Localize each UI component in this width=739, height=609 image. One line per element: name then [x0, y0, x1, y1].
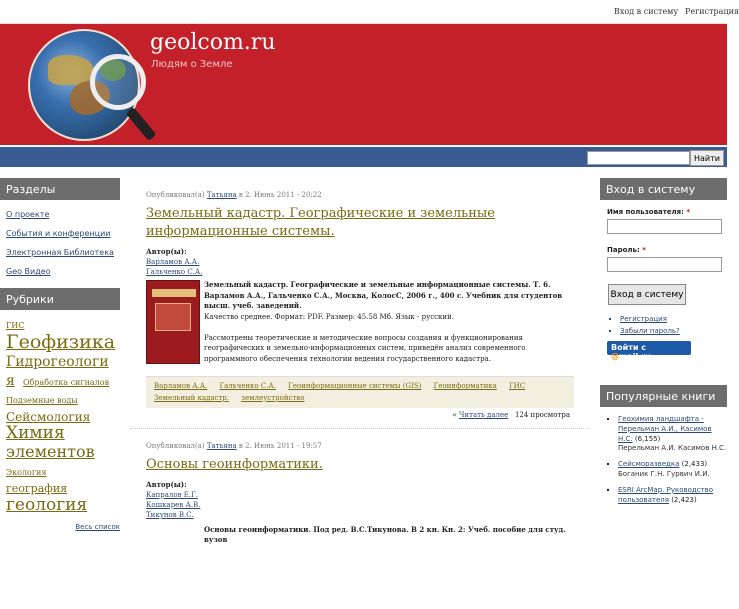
tag-cloud-link[interactable]: я: [6, 372, 15, 389]
search-button[interactable]: Найти: [690, 150, 724, 166]
tag-cloud-link[interactable]: география: [6, 482, 68, 496]
tag-cloud-link[interactable]: Подземные воды: [6, 396, 78, 406]
tag-cloud-link[interactable]: ГИС: [6, 321, 25, 330]
book-body: [146, 280, 574, 366]
mailru-login-button[interactable]: [607, 341, 691, 361]
header-banner: [0, 24, 727, 145]
tag-link[interactable]: Гальченко С.А.: [219, 382, 276, 391]
register-link[interactable]: ▪ Регистрация: [620, 315, 727, 323]
mailru-at-icon: @: [611, 352, 619, 361]
sections-heading: Разделы: [0, 178, 120, 200]
tag-link[interactable]: ГИС: [509, 382, 526, 391]
account-links: [620, 315, 727, 335]
book-author-link[interactable]: Кошкарев А.В.: [146, 500, 201, 509]
post-title[interactable]: Основы геоинформатики.: [146, 456, 323, 472]
tag-cloud-link[interactable]: Сейсмология: [6, 409, 91, 424]
authors-label: Автор(ы):: [146, 479, 187, 489]
post-author-link[interactable]: Татьяна: [206, 191, 237, 199]
sidebar-item-about[interactable]: О проекте: [6, 210, 50, 219]
password-label: Пароль: *: [607, 246, 646, 254]
book-format: Качество среднее. Формат: PDF. Размер: 45.58 Мб. Язык - русский.: [204, 312, 454, 321]
post-2: [130, 429, 590, 609]
tag-cloud-link[interactable]: Обработка сигналов: [22, 377, 110, 387]
sidebar-item-events[interactable]: События и конференции: [6, 229, 111, 238]
post-1: [130, 178, 590, 429]
nav-bar: [0, 145, 727, 167]
book-author-link[interactable]: Варламов А.А.: [146, 258, 200, 267]
tag-cloud-link[interactable]: Экология: [6, 467, 47, 477]
password-field[interactable]: [607, 257, 722, 272]
tag-link[interactable]: Варламов А.А.: [154, 382, 208, 391]
tag-link[interactable]: Геоинформационные системы (GIS): [288, 382, 422, 391]
view-count: 124 просмотра: [514, 410, 570, 419]
site-slogan: Людям о Земле: [151, 59, 233, 70]
main-content: [130, 178, 590, 609]
book-description: [204, 525, 576, 546]
book-body: [146, 523, 574, 609]
forgot-password-link[interactable]: ▪ Забыли пароль?: [620, 327, 727, 335]
popular-heading: Популярные книги: [600, 385, 727, 407]
popular-book-count: (2,423): [671, 495, 697, 504]
popular-book-authors: Боганик Г.Н. Гурвич И.И.: [618, 469, 710, 478]
book-desc-bold: Основы геоинформатики. Под ред. В.С.Тикунова. В 2 кн. Кн. 2: Учеб. пособие для студ. вузов: [204, 524, 566, 545]
sidebar-item-library[interactable]: Электронная Библиотека: [6, 248, 114, 257]
popular-book-link[interactable]: ESRI ArcMap. Руководство пользователя: [618, 485, 714, 504]
username-field[interactable]: [607, 219, 722, 234]
sidebar-item-video[interactable]: Geo Видео: [6, 267, 51, 276]
popular-book: [618, 460, 727, 480]
right-sidebar: [600, 178, 727, 511]
login-heading: Вход в систему: [600, 178, 727, 200]
meta-prefix: Опубликовал(а): [146, 441, 205, 450]
book-author-link[interactable]: Капралов Е.Г.: [146, 490, 198, 499]
search-input[interactable]: [587, 151, 690, 165]
top-register-link[interactable]: Регистрация: [685, 7, 739, 16]
read-more-link[interactable]: Читать далее: [459, 410, 509, 419]
username-label: Имя пользователя: *: [607, 208, 691, 216]
tag-cloud-link[interactable]: Геофизика: [6, 330, 116, 353]
popular-book-count: (6,155): [634, 434, 661, 443]
tag-link[interactable]: Земельный кадастр.: [154, 393, 230, 402]
top-bar: [0, 0, 739, 24]
login-button[interactable]: Вход в систему: [608, 284, 686, 305]
left-sidebar: [0, 178, 120, 531]
post-tags: [146, 376, 574, 407]
magnifier-handle: [126, 107, 157, 141]
book-description: [204, 280, 576, 364]
tag-cloud-link[interactable]: Химия: [6, 423, 65, 444]
book-desc-bold: Земельный кадастр. Географические и земельные информационные системы. Т. 6. Варламов А.А., Гальченко С.А., Москва, КолосС, 2006 г., 400 с. Учебник для студентов высш. учеб. заведений.: [204, 280, 563, 311]
popular-books-list: [618, 415, 727, 505]
post-date: в 2. Июнь 2011 - 20:22: [238, 191, 322, 199]
popular-book: [618, 415, 727, 454]
popular-book-authors: Перельман А.И. Касимов Н.С.: [618, 444, 727, 453]
mailru-brand: mail.ru: [619, 352, 651, 361]
site-title[interactable]: geolcom.ru: [150, 30, 276, 55]
tag-link[interactable]: землеустройство: [241, 393, 305, 402]
popular-book-link[interactable]: Геохимия ландшафта - Перельман А.И., Касимов Н.С.: [618, 415, 712, 443]
post-meta: [130, 178, 590, 201]
mailru-prefix: Войти с: [611, 343, 646, 352]
post-title[interactable]: Земельный кадастр. Географические и земельные информационные системы.: [146, 206, 495, 240]
popular-book: [618, 486, 727, 506]
book-author-link[interactable]: Тикунов В.С.: [146, 510, 194, 519]
popular-book-count: (2,433): [681, 460, 708, 469]
magnifier-icon: [90, 54, 146, 110]
popular-book-link[interactable]: Сейсморазведка: [618, 460, 680, 469]
tag-link[interactable]: Геоинформатика: [433, 382, 497, 391]
top-login-link[interactable]: Вход в систему: [614, 7, 679, 16]
post-meta: [130, 429, 590, 452]
tag-cloud-link[interactable]: Гидрогеологи: [6, 354, 109, 371]
tag-cloud: [0, 310, 120, 519]
post-links: « Читать далее 124 просмотра: [452, 410, 570, 419]
tag-cloud-link[interactable]: элементов: [6, 442, 95, 462]
rubrics-heading: Рубрики: [0, 288, 120, 310]
post-date: в 2. Июнь 2011 - 19:57: [238, 441, 322, 450]
post-divider: [130, 419, 590, 429]
book-author-link[interactable]: Гальченко С.А.: [146, 268, 203, 277]
post-author-link[interactable]: Татьяна: [206, 441, 237, 450]
book-cover-image[interactable]: [146, 280, 200, 364]
book-abstract: Рассмотрены теоретические и методические вопросы создания и функционирования географических и земельно-информационных систем, приведён анализ современного программного обеспечения технологии ведения государственного кадастра.: [204, 333, 526, 363]
tag-cloud-link[interactable]: геология: [6, 494, 88, 515]
authors-label: Автор(ы):: [146, 247, 187, 257]
cloud-more-link[interactable]: Весь список: [75, 522, 120, 531]
meta-prefix: Опубликовал(а): [146, 191, 205, 199]
